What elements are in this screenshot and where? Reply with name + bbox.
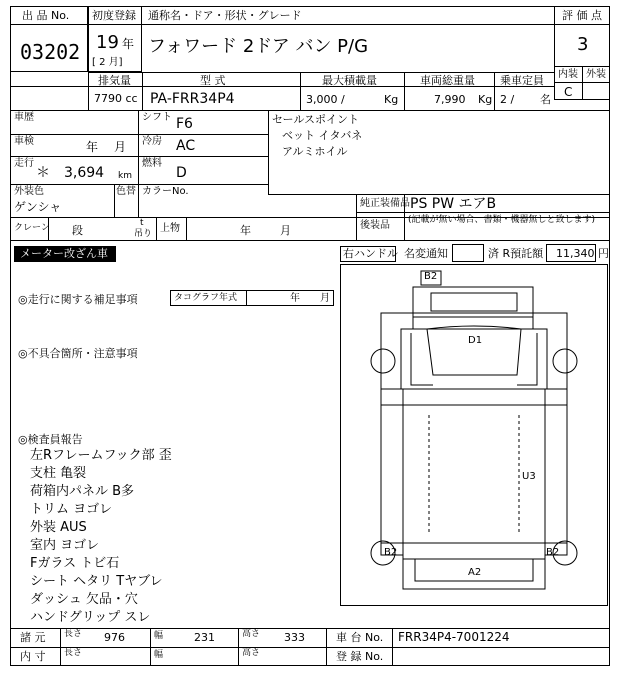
gross-weight-unit: Kg [478,93,493,106]
inspector-line: トリム ヨゴレ [30,502,113,517]
length-value: 976 [104,631,125,644]
aftermarket-label: 後装品 [360,220,390,231]
tachograph-label: タコグラフ年式 [174,293,238,303]
displacement-value: 7790 cc [94,92,138,105]
diagram-mark: B2 [384,547,398,558]
inspector-line: 左Rフレームフック部 歪 [30,448,172,463]
vehicle-diagram [340,264,608,606]
inspector-report-label: ◎検査員報告 [18,433,83,446]
inspection-label: 車検 [14,136,34,147]
color-code-label: カラーNo. [142,186,189,197]
model-name: フォワード 2ドア バン P/G [148,36,369,57]
gross-weight-value: 7,990 [434,93,466,106]
capacity-value: 2 / [500,93,515,106]
inspection-month-unit: 月 [114,140,127,154]
capacity-label: 乗車定員 [500,74,544,87]
tachograph-month-unit: 月 [320,293,330,304]
sales-point-line: ベット イタバネ [282,129,363,142]
right-hand-label: 右ハンドル [343,247,398,260]
roof-year-unit: 年 [240,224,251,237]
driving-notes-label: ◎走行に関する補足事項 [18,293,138,306]
height-value: 333 [284,631,305,644]
crane-stage-unit: 段 [72,224,83,237]
mileage-unit: km [118,171,132,181]
color-change-label: 色替 [116,186,136,197]
width-value: 231 [194,631,215,644]
sales-point-line: アルミホイル [282,145,348,158]
inspector-line: 外装 AUS [30,520,87,535]
inspector-line: ハンドグリップ スレ [30,610,151,625]
interior-width-label: 幅 [154,650,164,660]
recycle-label: 済 R預託額 [488,247,544,260]
max-load-unit: Kg [384,93,399,106]
shift-label: シフト [142,112,172,123]
interior-grade-label: 内装 [558,69,578,80]
defects-label: ◎不具合箇所・注意事項 [18,347,138,360]
recycle-unit: 円 [598,247,609,260]
first-reg-year-unit: 年 [122,37,135,51]
aftermarket-note: (記載が無い場合、書類・機器無しと致します) [408,215,596,225]
length-label: 長さ [64,629,83,639]
diagram-mark: A2 [468,567,482,578]
history-label: 車歴 [14,112,34,123]
first-reg-year: 19 [96,32,119,53]
sales-point-label: セールスポイント [272,113,360,126]
lot-label: 出 品 No. [22,9,70,22]
equipment-label: 純正装備品 [360,198,410,209]
truck-outline-svg [341,265,607,605]
crane-ton-unit: t [140,218,144,228]
grade-label: 評 価 点 [562,9,602,22]
inspector-line: 室内 ヨゴレ [30,538,100,553]
tachograph-year-unit: 年 [290,293,300,304]
model-code-label: 型 式 [200,74,226,87]
diagram-mark: D1 [468,335,483,346]
ac-value: AC [176,138,196,154]
roof-label: 上物 [160,223,180,234]
diagram-mark: B2 [424,271,438,282]
fuel-label: 燃料 [142,158,162,169]
interior-height-label: 高さ [242,648,261,658]
chassis-number: FRR34P4-7001224 [398,630,510,644]
gross-weight-label: 車両総重量 [420,74,475,87]
registration-label: 登 録 No. [336,650,384,663]
crane-label: クレーン [14,223,50,233]
exterior-grade-label: 外装 [586,69,606,80]
displacement-label: 排気量 [98,74,131,87]
mileage-mark: ＊ [36,165,50,181]
max-load-value: 3,000 / [306,93,345,106]
first-reg-label: 初度登録 [92,9,136,22]
model-name-label: 通称名・ドア・形状・グレード [148,9,302,22]
capacity-unit: 名 [540,93,551,106]
exterior-color-value: ゲンシャ [14,200,62,214]
chassis-label: 車 台 No. [336,631,384,644]
fuel-value: D [176,165,187,181]
equipment-value: PS PW エアB [410,196,497,212]
interior-grade-value: C [564,85,573,99]
ac-label: 冷房 [142,136,162,147]
interior-dims-label: 内 寸 [20,650,46,663]
shift-value: F6 [176,116,193,132]
max-load-label: 最大積載量 [322,74,377,87]
diagram-mark: B2 [546,547,560,558]
dims-label: 諸 元 [20,631,46,644]
first-reg-month: [ 2 月] [92,57,123,68]
recycle-value: 11,340 [556,247,595,260]
crane-hoist-label: 吊り [134,229,153,239]
inspection-year-unit: 年 [86,140,99,154]
inspector-line: 支柱 亀裂 [30,466,87,481]
inspector-line: 荷箱内パネル B多 [30,484,135,499]
grade-value: 3 [577,34,589,55]
name-change-label: 名変通知 [404,247,448,260]
model-code-value: PA-FRR34P4 [150,91,235,107]
name-change-box [452,244,484,262]
mileage-value: 3,694 [64,165,105,181]
diagram-mark: U3 [522,471,536,482]
roof-month-unit: 月 [280,224,291,237]
lot-number: 03202 [20,40,81,64]
meter-tampered-text: メーター改ざん車 [20,247,108,260]
interior-length-label: 長さ [64,648,83,658]
mileage-label: 走行 [14,158,34,169]
inspector-line: ダッシュ 欠品・穴 [30,592,138,607]
exterior-color-label: 外装色 [14,186,44,197]
inspector-line: Fガラス トビ石 [30,556,120,571]
inspector-line: シート ヘタリ Tヤブレ [30,574,163,589]
height-label: 高さ [242,629,261,639]
width-label: 幅 [154,631,164,641]
